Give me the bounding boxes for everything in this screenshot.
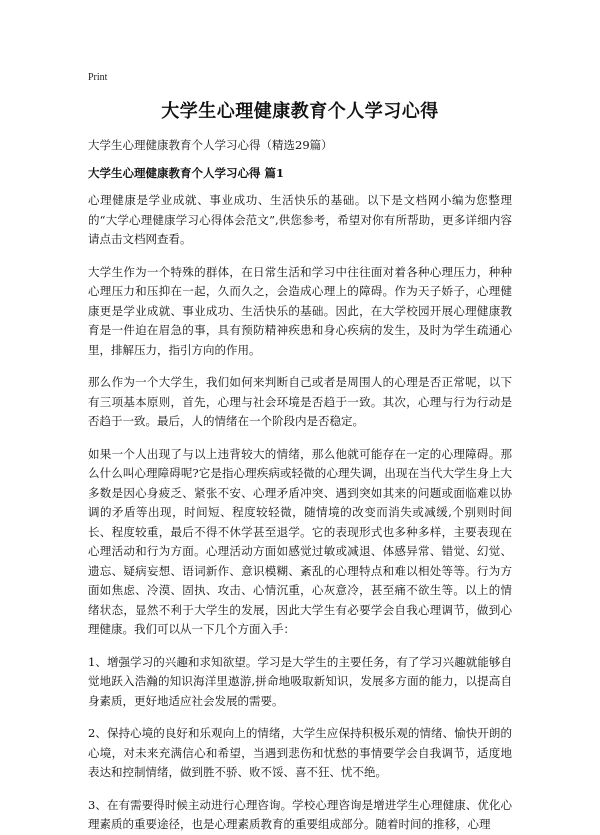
print-label[interactable]: Print (88, 72, 108, 83)
document-subtitle: 大学生心理健康教育个人学习心得（精选29篇） (88, 138, 333, 152)
paragraph-point-2: 2、保持心境的良好和乐观向上的情绪，大学生应保持积极乐观的情绪、愉快开朗的心境，对未来充满信心和希望，当遇到悲伤和忧愁的事情要学会自我调节，适度地表达和控制情绪，做到胜不骄、败不馁、喜不狂、忧不绝。 (88, 726, 512, 779)
section-heading: 大学生心理健康教育个人学习心得 篇1 (88, 166, 285, 180)
paragraph-principles: 那么作为一个大学生，我们如何来判断自己或者是周围人的心理是否正常呢，以下有三项基本原则，首先，心理与社会环境是否趋于一致。其次，心理与行为行动是否趋于一致。最后，人的情绪在一个阶段内是否稳定。 (88, 375, 512, 428)
paragraph-disorders: 如果一个人出现了与以上违背较大的情绪，那么他就可能存在一定的心理障碍。那么什么叫心理障碍呢?它是指心理疾病或轻微的心理失调，出现在当代大学生身上大多数是因心身疲乏、紧张不安、心理矛盾冲突、遇到突如其来的问题或面临难以协调的矛盾等出现，时间短、程度较轻微，随情境的改变而消失或减缓,个别则时间长、程度较重，最后不得不休学甚至退学。它的表现形式也多种多样，主要表现在心理活动和行为方面。心理活动方面如感觉过敏或减退、体感异常、错觉、幻觉、遗忘、疑病妄想、语词新作、意识模糊、紊乱的心理特点和难以相处等等。行为方面如焦虑、冷漠、固执、攻击、心情沉重，心灰意冷，甚至痛不欲生等。以上的情绪状态，显然不利于大学生的发展，因此大学生有必要学会自我心理调节，做到心理健康。我们可以从一下几个方面入手： (88, 446, 512, 636)
paragraph-point-1: 1、增强学习的兴趣和求知欲望。学习是大学生的主要任务，有了学习兴趣就能够自觉地跃入浩瀚的知识海洋里遨游,拼命地吸取新知识，发展多方面的能力，以提高自身素质，更好地适应社会发展的需要。 (88, 654, 512, 708)
document-title: 大学生心理健康教育个人学习心得 (161, 101, 439, 122)
paragraph-point-3: 3、在有需要得时候主动进行心理咨询。学校心理咨询是增进学生心理健康、优化心理素质的重要途径，也是心理素质教育的重要组成部分。随着时间的推移，心理 (88, 797, 512, 831)
paragraph-background: 大学生作为一个特殊的群体，在日常生活和学习中往往面对着各种心理压力，种种心理压力和压抑在一起，久而久之，会造成心理上的障碍。作为天子娇子，心理健康更是学业成就、事业成功、生活快乐的基础。因此，在大学校园开展心理健康教育是一件迫在眉急的事，具有预防精神疾患和身心疾病的发生，及时为学生疏通心里，排解压力，指引方向的作用。 (88, 264, 512, 357)
paragraph-intro: 心理健康是学业成就、事业成功、生活快乐的基础。以下是文档网小编为您整理的“大学心理健康学习心得体会范文”,供您参考，希望对你有所帮助，更多详细内容请点击文档网查看。 (88, 193, 512, 246)
